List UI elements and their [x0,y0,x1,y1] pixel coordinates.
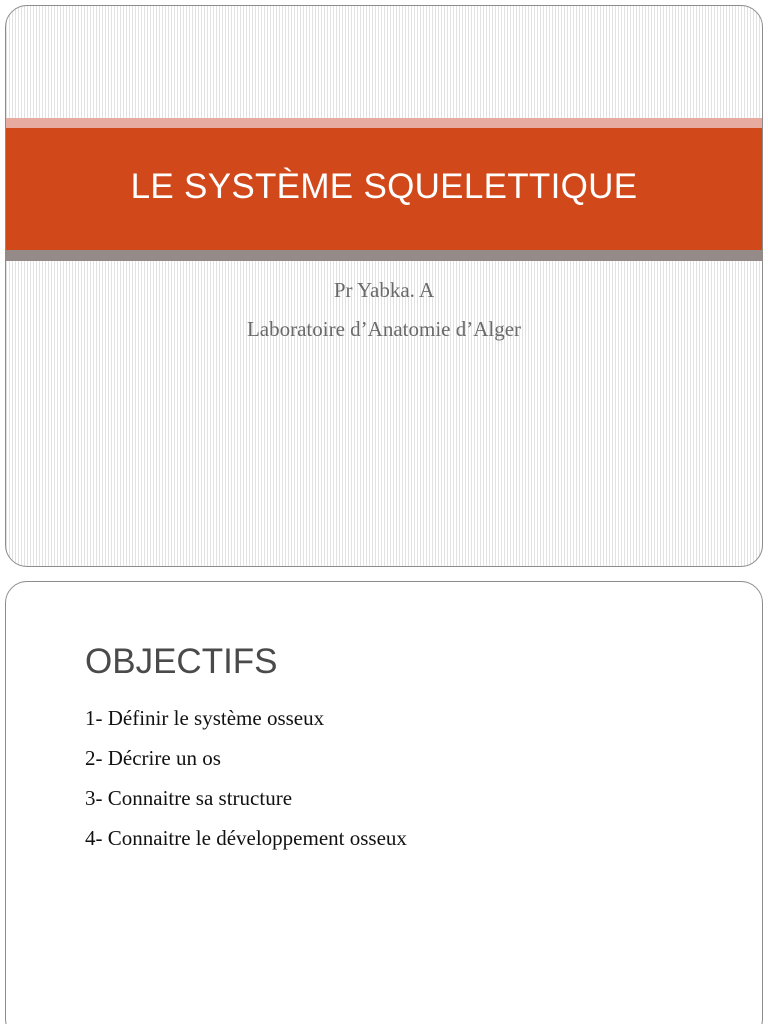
objectives-slide[interactable] [5,581,763,1024]
objective-item: 2- Décrire un os [85,746,221,770]
author-name: Pr Yabka. A [333,278,435,302]
title-slide[interactable] [5,5,763,567]
objectives-heading: OBJECTIFS [85,642,278,681]
objective-item: 4- Connaitre le développement osseux [85,826,407,850]
title-band-bottom-accent [6,250,762,261]
affiliation: Laboratoire d’Anatomie d’Alger [246,317,522,341]
objective-item: 3- Connaitre sa structure [85,786,293,810]
objectives-list [85,702,407,862]
objective-item: 1- Définir le système osseux [85,706,325,730]
title-band [6,128,762,250]
slide-title: LE SYSTÈME SQUELETTIQUE [130,167,638,206]
title-band-top-accent [6,118,762,128]
